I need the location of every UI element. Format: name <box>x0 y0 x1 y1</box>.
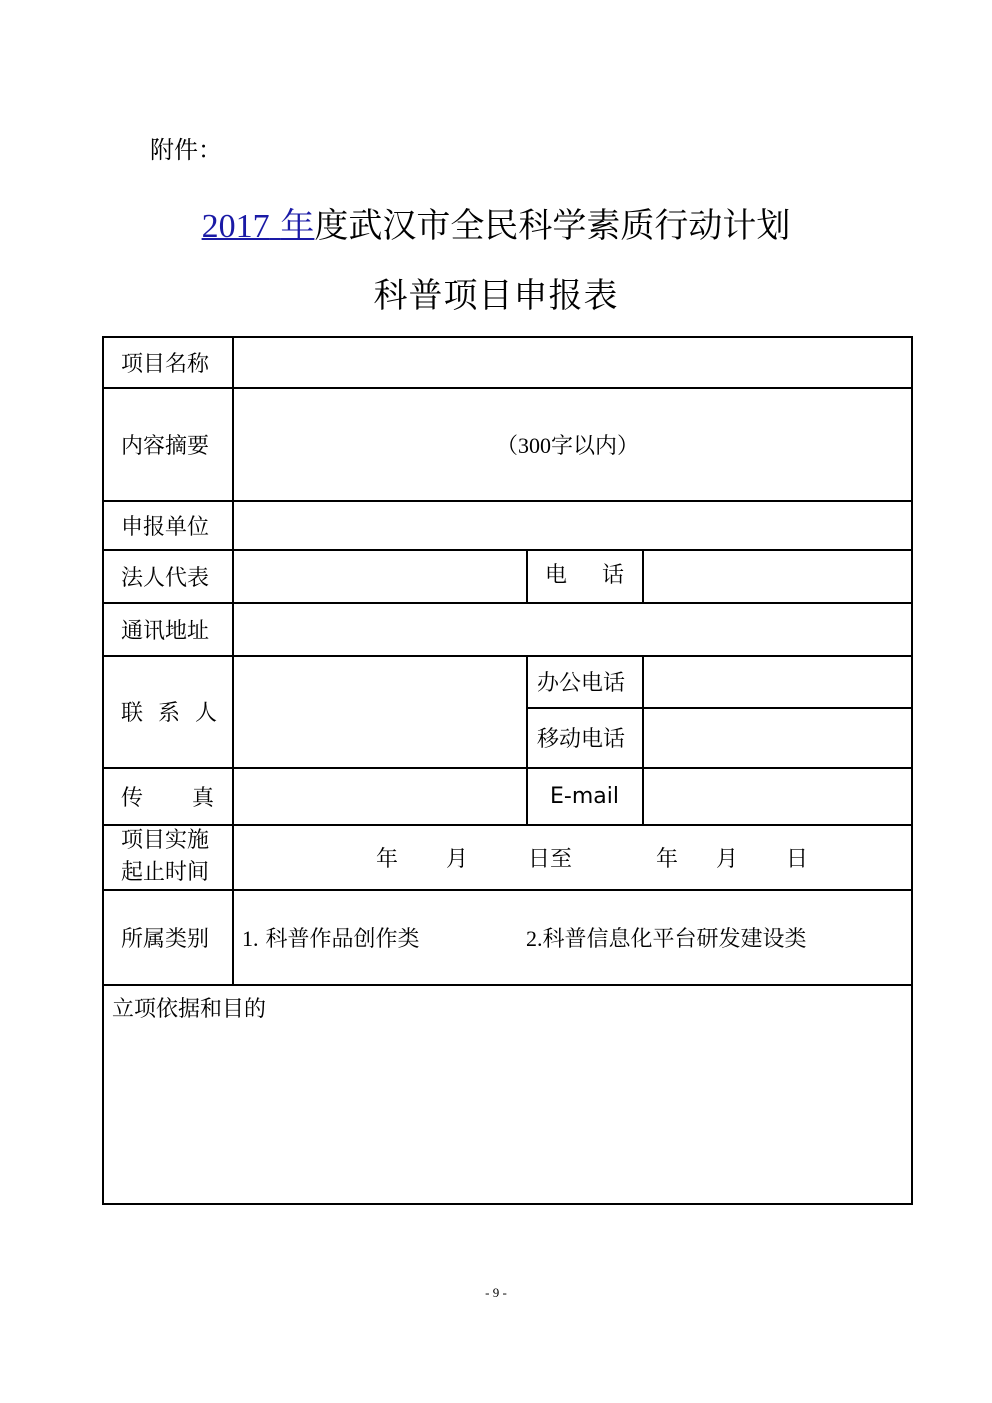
legal-rep-field[interactable] <box>234 550 526 602</box>
period-end-month: 月 <box>716 846 739 872</box>
project-name-field[interactable] <box>234 337 911 387</box>
contact-label: 联 系 人 <box>121 701 221 726</box>
document-title <box>0 198 992 247</box>
address-label: 通讯地址 <box>121 618 210 644</box>
project-name-label: 项目名称 <box>121 351 210 377</box>
mobile-phone-label: 移动电话 <box>537 727 626 752</box>
period-field[interactable] <box>234 825 911 889</box>
summary-field[interactable] <box>234 388 911 500</box>
fax-label: 传 真 <box>121 785 214 811</box>
fax-field[interactable] <box>234 768 526 824</box>
category-option-1[interactable]: 1. 科普作品创作类 <box>242 925 420 952</box>
period-start-month: 月 <box>446 846 469 872</box>
address-field[interactable] <box>234 603 911 655</box>
category-option-2[interactable]: 2.科普信息化平台研发建设类 <box>526 925 807 952</box>
email-field[interactable] <box>644 768 911 824</box>
period-label: 项目实施 起止时间 <box>121 828 210 885</box>
category-label: 所属类别 <box>121 926 210 952</box>
contact-field[interactable] <box>234 656 526 767</box>
summary-hint: （300字以内） <box>495 432 640 459</box>
period-end-year: 年 <box>656 846 679 872</box>
basis-field[interactable] <box>103 1025 911 1202</box>
mobile-phone-field[interactable] <box>644 708 911 767</box>
title-year-link[interactable]: 2017 年 <box>201 206 315 246</box>
phone-field[interactable] <box>644 550 911 602</box>
legal-rep-label: 法人代表 <box>121 565 210 591</box>
period-end-day: 日 <box>786 846 809 872</box>
title-rest: 度武汉市全民科学素质行动计划 <box>314 206 791 246</box>
document-subtitle: 科普项目申报表 <box>373 276 619 316</box>
phone-label: 电 话 <box>545 562 624 588</box>
period-start-day-to: 日至 <box>528 846 573 872</box>
office-phone-field[interactable] <box>644 656 911 707</box>
period-start-year: 年 <box>376 846 399 872</box>
summary-label: 内容摘要 <box>121 433 210 459</box>
email-label: E-mail <box>550 783 619 809</box>
office-phone-label: 办公电话 <box>537 671 626 696</box>
attachment-label: 附件： <box>150 136 222 164</box>
page-number: - 9 - <box>485 1285 507 1300</box>
applicant-field[interactable] <box>234 501 911 549</box>
category-field <box>234 890 911 984</box>
basis-label: 立项依据和目的 <box>112 997 267 1022</box>
applicant-label: 申报单位 <box>121 514 210 540</box>
